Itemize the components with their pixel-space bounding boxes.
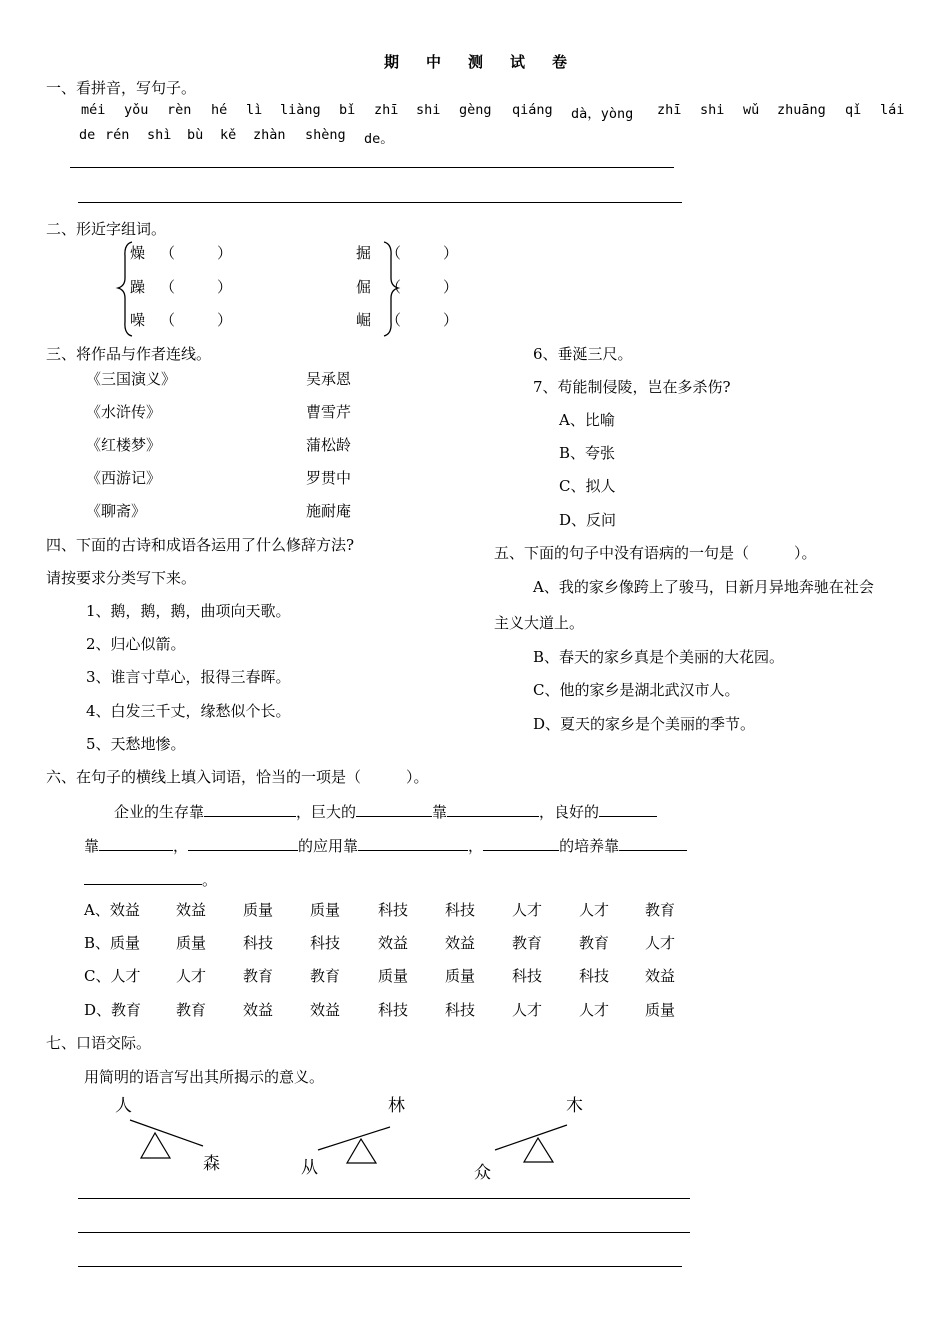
option-row-label[interactable]: D、教育: [84, 1001, 142, 1019]
option-cell: 科技: [378, 1001, 409, 1019]
scale-beam: [495, 1125, 567, 1150]
section-1-heading: 一、看拼音，写句子。: [46, 79, 197, 97]
work-title[interactable]: 《三国演义》: [86, 370, 177, 388]
pinyin-word: hé: [211, 102, 228, 118]
pinyin-word: liàng: [280, 102, 321, 118]
section-3-heading: 三、将作品与作者连线。: [46, 345, 212, 363]
option-cell: 人才: [579, 1001, 610, 1019]
option-row-label[interactable]: A、效益: [84, 901, 140, 919]
word-blank[interactable]: （ ）: [386, 311, 459, 329]
scale-fulcrum: [524, 1138, 553, 1162]
pinyin-word: shi: [700, 102, 725, 118]
scale-label: 森: [203, 1154, 220, 1174]
fill-blank[interactable]: [356, 800, 432, 817]
right-brace: [384, 242, 398, 336]
option-c[interactable]: C、他的家乡是湖北武汉市人。: [533, 681, 740, 699]
option-cell: 人才: [645, 934, 676, 952]
pinyin-word: zhuāng: [777, 102, 826, 118]
option-cell: 效益: [310, 1001, 341, 1019]
option-cell: 质量: [176, 934, 207, 952]
fill-blank[interactable]: [599, 800, 657, 817]
pinyin-word: qǐ: [845, 102, 862, 118]
fill-blank[interactable]: [84, 868, 202, 885]
rhetoric-choice: D、反问: [559, 511, 617, 529]
pinyin-word: yǒu: [124, 102, 149, 118]
option-d[interactable]: D、夏天的家乡是个美丽的季节。: [533, 715, 756, 733]
option-cell: 科技: [445, 1001, 476, 1019]
title-char: 试: [510, 53, 526, 71]
left-brace: [118, 242, 132, 336]
fill-blank[interactable]: [483, 834, 559, 851]
author-name[interactable]: 罗贯中: [306, 469, 352, 487]
option-cell: 质量: [445, 967, 476, 985]
option-cell: 科技: [579, 967, 610, 985]
fill-blank[interactable]: [358, 834, 468, 851]
scale-label: 人: [115, 1096, 132, 1116]
section-4-heading: 四、下面的古诗和成语各运用了什么修辞方法?: [46, 536, 355, 554]
section-2-heading: 二、形近字组词。: [46, 220, 167, 238]
scale-beam: [130, 1120, 203, 1146]
pinyin-word: shi: [416, 102, 441, 118]
option-cell: 人才: [579, 901, 610, 919]
author-name[interactable]: 吴承恩: [306, 370, 352, 388]
option-cell: 教育: [579, 934, 610, 952]
word-blank[interactable]: （ ）: [160, 278, 233, 296]
title-char: 期: [384, 53, 400, 71]
section-6-heading: 六、在句子的横线上填入词语，恰当的一项是（ ）。: [46, 768, 429, 786]
pinyin-word: bǐ: [339, 102, 356, 118]
section-4-subheading: 请按要求分类写下来。: [46, 569, 197, 587]
pinyin-word: lái: [880, 102, 905, 118]
option-cell: 质量: [243, 901, 274, 919]
rhetoric-item: 1、鹅，鹅，鹅，曲项向天歌。: [86, 602, 291, 620]
option-row-label[interactable]: B、质量: [84, 934, 141, 952]
scale-label: 众: [474, 1163, 491, 1183]
option-cell: 人才: [512, 901, 543, 919]
fill-blank[interactable]: [447, 800, 539, 817]
option-cell: 效益: [243, 1001, 274, 1019]
work-title[interactable]: 《红楼梦》: [86, 436, 162, 454]
rhetoric-item: 4、白发三千丈，缘愁似个长。: [86, 702, 291, 720]
char-item: 躁: [130, 278, 146, 296]
option-cell: 质量: [378, 967, 409, 985]
pinyin-word: zhàn: [253, 127, 286, 143]
option-cell: 质量: [310, 901, 341, 919]
pinyin-word: shì: [147, 127, 172, 143]
option-cell: 教育: [243, 967, 274, 985]
fill-blank[interactable]: [619, 834, 687, 851]
word-blank[interactable]: （ ）: [160, 244, 233, 262]
fill-sentence-line-2: 靠 ， 的应用靠 ， 的培养靠: [84, 834, 687, 856]
pinyin-word: méi: [81, 102, 106, 118]
option-cell: 效益: [645, 967, 676, 985]
char-item: 崛: [356, 311, 372, 329]
word-blank[interactable]: （ ）: [386, 278, 459, 296]
pinyin-word: de。: [364, 131, 394, 147]
char-item: 噪: [130, 311, 146, 329]
option-cell: 教育: [645, 901, 676, 919]
pinyin-word: dà，yòng: [571, 106, 634, 122]
scale-label: 木: [566, 1096, 583, 1116]
pinyin-word: lì: [246, 102, 263, 118]
option-cell: 科技: [243, 934, 274, 952]
pinyin-word: kě: [220, 127, 237, 143]
rhetoric-choice: C、拟人: [559, 477, 616, 495]
option-cell: 效益: [176, 901, 207, 919]
pinyin-word: zhī: [657, 102, 682, 118]
author-name[interactable]: 施耐庵: [306, 502, 352, 520]
pinyin-word: shèng: [305, 127, 346, 143]
fill-sentence-line-3: 。: [84, 868, 217, 890]
rhetoric-item: 6、垂涎三尺。: [533, 345, 633, 363]
answer-line[interactable]: [78, 1232, 690, 1233]
option-cell: 科技: [512, 967, 543, 985]
word-blank[interactable]: （ ）: [160, 311, 233, 329]
option-cell: 科技: [445, 901, 476, 919]
rhetoric-item: 2、归心似箭。: [86, 635, 186, 653]
work-title[interactable]: 《聊斋》: [86, 502, 147, 520]
pinyin-word: rén: [105, 127, 130, 143]
answer-line[interactable]: [78, 1198, 690, 1199]
char-item: 倔: [356, 278, 372, 296]
char-item: 掘: [356, 244, 372, 262]
option-cell: 教育: [176, 1001, 207, 1019]
section-7-subheading: 用简明的语言写出其所揭示的意义。: [84, 1068, 325, 1086]
option-a[interactable]: A、我的家乡像跨上了骏马，日新月异地奔驰在社会: [533, 578, 874, 596]
char-item: 燥: [130, 244, 146, 262]
author-name[interactable]: 曹雪芹: [306, 403, 352, 421]
answer-line[interactable]: [78, 1266, 682, 1267]
rhetoric-choice: B、夸张: [559, 444, 616, 462]
title-char: 卷: [552, 53, 568, 71]
title-char: 测: [468, 53, 484, 71]
option-cell: 教育: [512, 934, 543, 952]
option-cell: 效益: [445, 934, 476, 952]
pinyin-word: de: [79, 127, 96, 143]
option-cell: 效益: [378, 934, 409, 952]
fill-blank[interactable]: [188, 834, 298, 851]
section-5-heading: 五、下面的句子中没有语病的一句是（ ）。: [494, 544, 817, 562]
option-cell: 质量: [645, 1001, 676, 1019]
scale-fulcrum: [347, 1139, 376, 1163]
option-b[interactable]: B、春天的家乡真是个美丽的大花园。: [533, 648, 785, 666]
work-title[interactable]: 《西游记》: [86, 469, 162, 487]
option-row-label[interactable]: C、人才: [84, 967, 141, 985]
rhetoric-item: 3、谁言寸草心，报得三春晖。: [86, 668, 291, 686]
option-cell: 科技: [378, 901, 409, 919]
option-cell: 人才: [512, 1001, 543, 1019]
pinyin-word: qiáng: [512, 102, 553, 118]
fill-blank[interactable]: [99, 834, 173, 851]
work-title[interactable]: 《水浒传》: [86, 403, 162, 421]
option-a-continued: 主义大道上。: [494, 614, 585, 632]
rhetoric-item: 7、苟能制侵陵，岂在多杀伤?: [533, 378, 731, 396]
option-cell: 人才: [176, 967, 207, 985]
pinyin-word: gèng: [459, 102, 492, 118]
section-7-heading: 七、口语交际。: [46, 1034, 152, 1052]
scale-beam: [318, 1127, 390, 1150]
pinyin-word: zhī: [374, 102, 399, 118]
scale-label: 林: [388, 1096, 405, 1116]
scale-label: 从: [301, 1158, 318, 1178]
pinyin-word: bù: [187, 127, 204, 143]
option-cell: 教育: [310, 967, 341, 985]
title-char: 中: [426, 53, 442, 71]
pinyin-word: rèn: [167, 102, 192, 118]
fill-sentence-line-1: 企业的生存靠 ，巨大的 靠 ，良好的: [114, 800, 657, 822]
rhetoric-item: 5、天愁地惨。: [86, 735, 186, 753]
fill-blank[interactable]: [204, 800, 296, 817]
scale-fulcrum: [141, 1133, 170, 1158]
author-name[interactable]: 蒲松龄: [306, 436, 352, 454]
option-cell: 科技: [310, 934, 341, 952]
rhetoric-choice: A、比喻: [559, 411, 615, 429]
word-blank[interactable]: （ ）: [386, 244, 459, 262]
pinyin-word: wǔ: [743, 102, 760, 118]
